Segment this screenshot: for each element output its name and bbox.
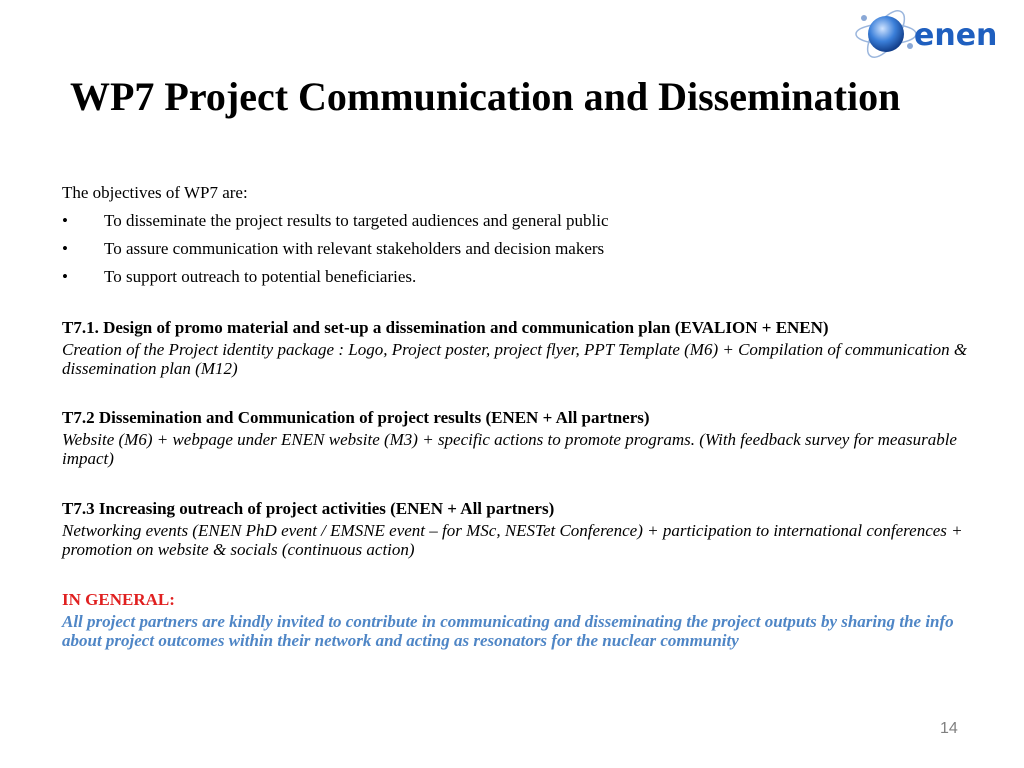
task-t7-2 (62, 406, 972, 468)
task-description: Networking events (ENEN PhD event / EMSNE event – for MSc, NESTet Conference) + participation to international conferences + promotion on website & socials (continuous action) (62, 521, 963, 559)
task-heading: T7.3 Increasing outreach of project activities (ENEN + All partners) (62, 499, 555, 518)
globe-icon (852, 6, 1012, 64)
task-t7-3 (62, 497, 972, 559)
task-description: Website (M6) + webpage under ENEN website (M3) + specific actions to promote programs. (With feedback survey for measurable impact) (62, 430, 957, 468)
enen-logo (852, 6, 1012, 64)
task-heading: T7.1. Design of promo material and set-up a dissemination and communication plan (EVALION + ENEN) (62, 318, 829, 337)
objective-bullet (62, 210, 962, 238)
objectives-lead: The objectives of WP7 are: (62, 183, 248, 202)
bullet-marker: • (62, 267, 68, 286)
task-t7-1 (62, 316, 972, 378)
objective-text: To support outreach to potential beneficiaries. (104, 267, 417, 286)
objective-text: To disseminate the project results to targeted audiences and general public (104, 211, 609, 230)
bullet-marker: • (62, 211, 68, 230)
task-heading: T7.2 Dissemination and Communication of project results (ENEN + All partners) (62, 408, 650, 427)
bullet-marker: • (62, 239, 68, 258)
page-number: 14 (940, 720, 958, 737)
general-heading: IN GENERAL: (62, 590, 175, 609)
general-note (62, 588, 972, 650)
objective-text: To assure communication with relevant stakeholders and decision makers (104, 239, 605, 258)
objective-bullet (62, 266, 962, 294)
logo-text: enen (914, 18, 998, 53)
task-description: Creation of the Project identity package : Logo, Project poster, project flyer, PPT Template (M6) + Compilation of communication & dissemination plan (M12) (62, 340, 968, 378)
objectives-section (62, 182, 962, 294)
general-description: All project partners are kindly invited to contribute in communicating and disseminating the project outputs by sharing the info about project outcomes within their network and acting as resonators for the nuclear community (62, 612, 954, 650)
slide-title: WP7 Project Communication and Dissemination (70, 74, 901, 119)
objective-bullet (62, 238, 962, 266)
